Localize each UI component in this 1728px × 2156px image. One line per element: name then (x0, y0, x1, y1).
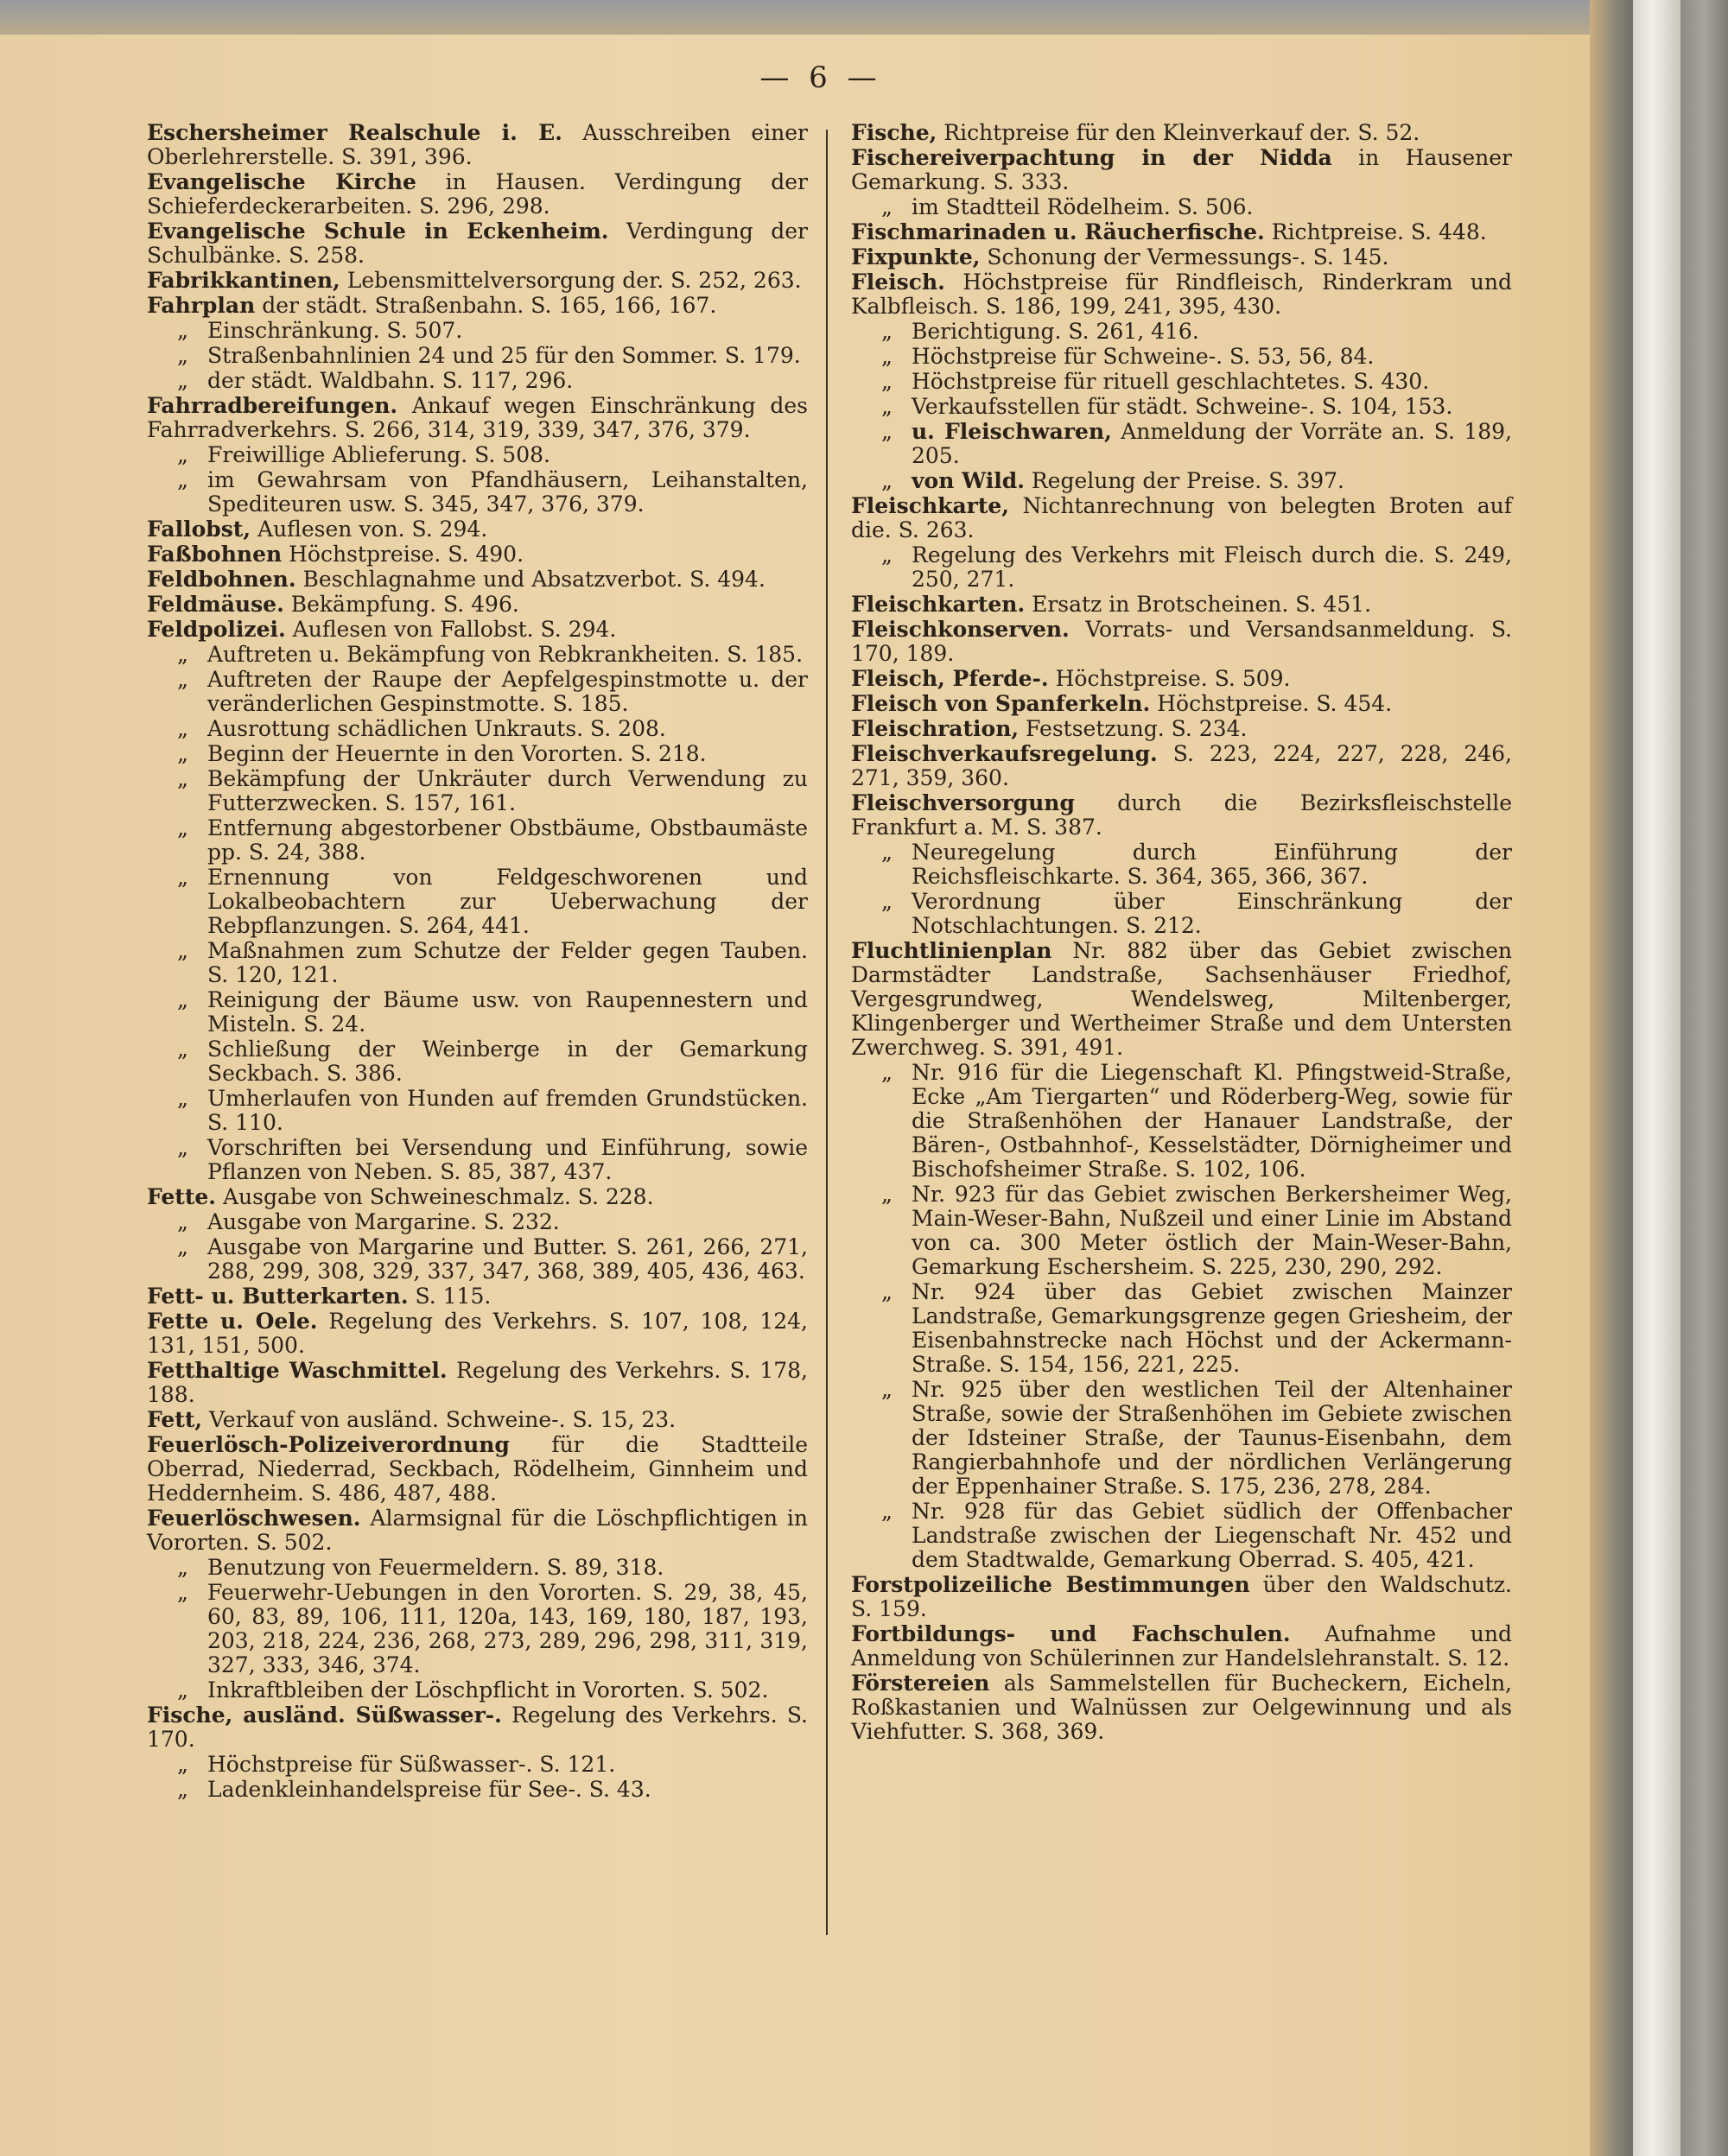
index-entry (851, 1500, 1512, 1572)
entry-text: Richtpreise für den Kleinverkauf der. S. 52. (943, 120, 1420, 145)
entry-text: Umherlaufen von Hunden auf fremden Grundstücken. S. 110. (207, 1086, 808, 1135)
page-number: — 6 — (759, 60, 882, 95)
index-entry (147, 643, 808, 667)
entry-keyword: Fett- u. Butterkarten. (147, 1284, 409, 1309)
right-column (851, 121, 1512, 1745)
index-entry (851, 742, 1512, 790)
index-entry (147, 717, 808, 741)
index-entry (147, 742, 808, 766)
entry-keyword: Fleischkarten. (851, 592, 1026, 617)
ditto-mark: „ (177, 766, 188, 791)
entry-text: Lebensmittelversorgung der. S. 252, 263. (346, 268, 802, 293)
index-entry (147, 1235, 808, 1284)
entry-keyword: Fleisch. (851, 270, 945, 295)
index-entry (147, 568, 808, 592)
entry-keyword: Feldbohnen. (147, 567, 296, 592)
entry-text: Regelung des Verkehrs mit Fleisch durch die. S. 249, 250, 271. (912, 542, 1512, 592)
index-entry (851, 618, 1512, 666)
index-entry (147, 319, 808, 343)
ditto-mark: „ (881, 840, 893, 865)
scan-top-band (0, 0, 1590, 35)
entry-text: Entfernung abgestorbener Obstbäume, Obstbaumäste pp. S. 24, 388. (207, 815, 808, 865)
entry-text: für die Stadtteile Oberrad, Niederrad, Seckbach, Rödelheim, Ginnheim und Heddernheim. S. 486, 487, 488. (147, 1432, 809, 1506)
ditto-mark: „ (177, 642, 188, 667)
entry-keyword: Fortbildungs- und Fachschulen. (851, 1621, 1291, 1646)
column-divider (826, 130, 828, 1935)
index-entry (851, 1671, 1512, 1744)
entry-text: durch die Bezirksfleischstelle Frankfurt a. M. S. 387. (851, 790, 1512, 840)
binding-tape (1633, 0, 1680, 2156)
entry-text: Richtpreise. S. 448. (1271, 219, 1487, 244)
entry-text: Nr. 882 über das Gebiet zwischen Darmstädter Landstraße, Sachsenhäuser Friedhof, Vergesgrundweg, Wendelsweg, Miltenberger, Klingenberger und Wertheimer Straße und dem Untersten Zwerchweg. S. 391, 491. (851, 938, 1512, 1060)
entry-keyword: Fleischverkaufsregelung. (851, 741, 1158, 766)
ditto-mark: „ (177, 938, 188, 963)
index-entry (851, 245, 1512, 270)
entry-keyword: Fische, (851, 120, 937, 145)
entry-text: Verkauf von ausländ. Schweine-. S. 15, 23. (209, 1407, 677, 1432)
index-entry (851, 692, 1512, 716)
entry-text: Auflesen von Fallobst. S. 294. (292, 617, 617, 642)
entry-keyword: Feldpolizei. (147, 617, 286, 642)
entry-keyword: Feuerlöschwesen. (147, 1506, 361, 1531)
entry-text: Höchstpreise. S. 490. (289, 542, 524, 567)
entry-text: Höchstpreise. S. 454. (1157, 691, 1393, 716)
ditto-mark: „ (881, 1060, 893, 1085)
index-entry (851, 494, 1512, 542)
ditto-mark: „ (881, 369, 893, 394)
index-entry (147, 294, 808, 318)
entry-text: Anmeldung der Vorräte an. S. 189, 205. (912, 419, 1512, 468)
ditto-mark: „ (177, 368, 188, 393)
index-entry (851, 543, 1512, 592)
index-entry (851, 593, 1512, 617)
index-entry (147, 443, 808, 467)
entry-text: Reinigung der Bäume usw. von Raupennestern und Misteln. S. 24. (207, 987, 808, 1037)
entry-text: S. 223, 224, 227, 228, 246, 271, 359, 360. (851, 741, 1512, 790)
index-entry (851, 270, 1512, 319)
index-entry (851, 146, 1512, 194)
entry-keyword: Fleisch von Spanferkeln. (851, 691, 1151, 716)
entry-text: Beschlagnahme und Absatzverbot. S. 494. (302, 567, 766, 592)
entry-text: Ankauf wegen Einschränkung des Fahrradverkehrs. S. 266, 314, 319, 339, 347, 376, 379. (147, 393, 808, 442)
binding-edge (1590, 0, 1633, 2156)
index-entry (147, 1581, 808, 1677)
entry-keyword: Fleisch, Pferde-. (851, 666, 1049, 691)
index-entry (851, 469, 1512, 493)
entry-text: Regelung des Verkehrs. S. 107, 108, 124, 131, 151, 500. (147, 1309, 808, 1358)
entry-keyword: Fette. (147, 1184, 216, 1209)
entry-text: Bekämpfung. S. 496. (290, 592, 519, 617)
entry-text: Nr. 916 für die Liegenschaft Kl. Pfingstweid-Straße, Ecke „Am Tiergarten“ und Röderberg-Weg, sowie für die Straßenhöhen der Hanauer Landstraße, der Bären-, Ostbahnhof-, Kesselstädter, Dörnigheimer und Bischofsheimer Straße. S. 102, 106. (912, 1060, 1512, 1182)
entry-text: Nr. 928 für das Gebiet südlich der Offenbacher Landstraße zwischen der Liegenschaft Nr. 452 und dem Stadtwalde, Gemarkung Oberrad. S. 405, 421. (912, 1499, 1512, 1572)
entry-keyword: Forstpolizeiliche Bestimmungen (851, 1572, 1250, 1597)
entry-text: Höchstpreise für Rindfleisch, Rinderkram und Kalbfleisch. S. 186, 199, 241, 395, 430. (851, 270, 1512, 319)
entry-keyword: Fleischration, (851, 716, 1020, 741)
ditto-mark: „ (177, 1677, 188, 1703)
entry-text: Schonung der Vermessungs-. S. 145. (987, 244, 1389, 270)
index-entry (851, 717, 1512, 741)
index-entry (147, 1087, 808, 1135)
index-entry (147, 170, 808, 219)
entry-keyword: Fischereiverpachtung in der Nidda (851, 145, 1332, 170)
index-entry (851, 1378, 1512, 1499)
ditto-mark: „ (177, 1555, 188, 1580)
index-entry (851, 220, 1512, 244)
entry-text: Verkaufsstellen für städt. Schweine-. S. 104, 153. (912, 394, 1453, 419)
entry-keyword: Fabrikkantinen, (147, 268, 340, 293)
ditto-mark: „ (881, 1377, 893, 1402)
entry-text: der städt. Waldbahn. S. 117, 296. (207, 368, 574, 393)
index-entry (147, 468, 808, 517)
entry-keyword: Fette u. Oele. (147, 1309, 318, 1334)
entry-text: Nr. 925 über den westlichen Teil der Altenhainer Straße, sowie der Straßenhöhen im Gebiete zwischen der Idsteiner Straße, der Taunus-Eisenbahn, dem Rangierbahnhofe und der nördlichen Verlängerung der Eppenhainer Straße. S. 175, 236, 278, 284. (912, 1377, 1512, 1499)
entry-text: Regelung des Verkehrs. S. 170. (147, 1703, 808, 1752)
ditto-mark: „ (177, 343, 188, 368)
index-entry (147, 542, 808, 567)
entry-text: Ausrottung schädlichen Unkrauts. S. 208. (207, 716, 666, 741)
entry-text: Straßenbahnlinien 24 und 25 für den Sommer. S. 179. (207, 343, 801, 368)
entry-keyword: von Wild. (912, 468, 1025, 493)
entry-text: Ernennung von Feldgeschworenen und Lokalbeobachtern zur Ueberwachung der Rebpflanzungen. S. 264, 441. (207, 865, 808, 938)
entry-text: Höchstpreise. S. 509. (1055, 666, 1291, 691)
index-entry (147, 939, 808, 987)
entry-keyword: Fluchtlinienplan (851, 938, 1052, 963)
index-entry (147, 394, 808, 442)
ditto-mark: „ (881, 419, 893, 444)
entry-keyword: Feldmäuse. (147, 592, 284, 617)
entry-text: Ausgabe von Schweineschmalz. S. 228. (222, 1184, 654, 1209)
ditto-mark: „ (177, 1209, 188, 1234)
ditto-mark: „ (177, 987, 188, 1012)
entry-keyword: Fetthaltige Waschmittel. (147, 1358, 448, 1383)
ditto-mark: „ (177, 318, 188, 343)
entry-text: im Stadtteil Rödelheim. S. 506. (912, 194, 1254, 219)
entry-text: Regelung des Verkehrs. S. 178, 188. (147, 1358, 808, 1407)
entry-text: der städt. Straßenbahn. S. 165, 166, 167. (262, 293, 717, 318)
index-entry (851, 121, 1512, 145)
entry-text: im Gewahrsam von Pfandhäusern, Leihanstalten, Spediteuren usw. S. 345, 347, 376, 379. (207, 467, 808, 517)
ditto-mark: „ (881, 542, 893, 568)
ditto-mark: „ (177, 741, 188, 766)
entry-text: Ladenkleinhandelspreise für See-. S. 43. (207, 1777, 651, 1802)
ditto-mark: „ (177, 442, 188, 467)
entry-text: Nr. 924 über das Gebiet zwischen Mainzer Landstraße, Gemarkungsgrenze gegen Griesheim, der Eisenbahnstrecke nach Höchst und der Ackermann-Straße. S. 154, 156, 221, 225. (912, 1279, 1512, 1377)
entry-keyword: Fahrplan (147, 293, 256, 318)
entry-keyword: Feuerlösch-Polizeiverordnung (147, 1432, 510, 1457)
entry-text: Benutzung von Feuermeldern. S. 89, 318. (207, 1555, 664, 1580)
ditto-mark: „ (177, 1580, 188, 1605)
entry-text: Höchstpreise für Schweine-. S. 53, 56, 84. (912, 344, 1375, 369)
ditto-mark: „ (177, 815, 188, 840)
ditto-mark: „ (881, 344, 893, 369)
index-entry (147, 1037, 808, 1086)
index-entry (851, 667, 1512, 691)
entry-keyword: u. Fleischwaren, (912, 419, 1112, 444)
index-entry (851, 370, 1512, 394)
ditto-mark: „ (881, 319, 893, 344)
entry-text: Feuerwehr-Uebungen in den Vororten. S. 29, 38, 45, 60, 83, 89, 106, 111, 120a, 143, 169, 180, 187, 193, 203, 218, 224, 236, 268, 273, 289, 296, 298, 311, 319, 327, 333, 346, 374. (207, 1580, 808, 1677)
entry-keyword: Fleischversorgung (851, 790, 1075, 815)
entry-text: Nr. 923 für das Gebiet zwischen Berkersheimer Weg, Main-Weser-Bahn, Nußzeil und einer Linie im Abstand von ca. 300 Meter östlich der Main-Weser-Bahn, Gemarkung Eschersheim. S. 225, 230, 290, 292. (912, 1182, 1512, 1279)
index-entry (147, 988, 808, 1037)
entry-text: Inkraftbleiben der Löschpflicht in Vororten. S. 502. (207, 1677, 769, 1703)
index-entry (147, 618, 808, 642)
entry-text: Vorrats- und Versandsanmeldung. S. 170, 189. (851, 617, 1513, 666)
index-entry (851, 320, 1512, 344)
entry-text: Auftreten u. Bekämpfung von Rebkrankheiten. S. 185. (207, 642, 804, 667)
index-entry (851, 1573, 1512, 1621)
index-entry (147, 269, 808, 293)
ditto-mark: „ (177, 1752, 188, 1777)
entry-text: als Sammelstellen für Bucheckern, Eicheln, Roßkastanien und Walnüssen zur Oelgewinnung und als Viehfutter. S. 368, 369. (851, 1671, 1512, 1744)
ditto-mark: „ (177, 1135, 188, 1160)
index-entry (147, 369, 808, 393)
ditto-mark: „ (177, 716, 188, 741)
entry-text: Beginn der Heuernte in den Vororten. S. 218. (207, 741, 707, 766)
index-entry (147, 593, 808, 617)
entry-keyword: Fleischkarte, (851, 493, 1009, 518)
index-entry (147, 219, 808, 268)
index-entry (147, 1309, 808, 1358)
entry-text: Alarmsignal für die Löschpflichtigen in Vororten. S. 502. (147, 1506, 808, 1555)
index-entry (147, 1210, 808, 1234)
index-entry (851, 791, 1512, 840)
entry-keyword: Förstereien (851, 1671, 990, 1696)
entry-text: Auflesen von. S. 294. (257, 517, 488, 542)
entry-text: Festsetzung. S. 234. (1026, 716, 1248, 741)
left-column (147, 121, 808, 1803)
entry-keyword: Evangelische Schule in Eckenheim. (147, 219, 609, 244)
index-entry (147, 816, 808, 865)
entry-text: Aufnahme und Anmeldung von Schülerinnen zur Handelslehranstalt. S. 12. (851, 1621, 1513, 1671)
entry-text: Neuregelung durch Einführung der Reichsfleischkarte. S. 364, 365, 366, 367. (912, 840, 1512, 889)
index-entry (147, 1185, 808, 1209)
entry-text: Ersatz in Brotscheinen. S. 451. (1032, 592, 1372, 617)
entry-text: Ausgabe von Margarine. S. 232. (207, 1209, 560, 1234)
entry-text: Ausschreiben einer Oberlehrerstelle. S. 391, 396. (147, 120, 808, 169)
ditto-mark: „ (881, 468, 893, 493)
index-entry (147, 1556, 808, 1580)
index-entry (851, 939, 1512, 1060)
index-entry (147, 1433, 808, 1506)
entry-text: Verordnung über Einschränkung der Notschlachtungen. S. 212. (912, 889, 1512, 938)
entry-text: Nichtanrechnung von belegten Broten auf die. S. 263. (851, 493, 1512, 542)
book-cover-edge (1680, 0, 1728, 2156)
entry-text: Höchstpreise für Süßwasser-. S. 121. (207, 1752, 616, 1777)
index-entry (147, 1284, 808, 1309)
entry-text: Einschränkung. S. 507. (207, 318, 463, 343)
index-entry (147, 1703, 808, 1752)
index-entry (147, 1753, 808, 1777)
entry-text: Berichtigung. S. 261, 416. (912, 319, 1199, 344)
entry-text: Schließung der Weinberge in der Gemarkung Seckbach. S. 386. (207, 1037, 808, 1086)
ditto-mark: „ (177, 667, 188, 692)
entry-keyword: Fische, ausländ. Süßwasser-. (147, 1703, 502, 1728)
index-entry (147, 1506, 808, 1555)
entry-text: Vorschriften bei Versendung und Einführung, sowie Pflanzen von Neben. S. 85, 387, 437. (207, 1135, 808, 1184)
entry-text: Auftreten der Raupe der Aepfelgespinstmotte u. der veränderlichen Gespinstmotte. S. 185. (207, 667, 808, 716)
entry-text: Bekämpfung der Unkräuter durch Verwendung zu Futterzwecken. S. 157, 161. (207, 766, 808, 815)
entry-keyword: Fahrradbereifungen. (147, 393, 398, 418)
index-entry (147, 1408, 808, 1432)
index-entry (851, 1061, 1512, 1182)
index-entry (851, 345, 1512, 369)
entry-text: in Hausener Gemarkung. S. 333. (851, 145, 1512, 194)
entry-text: Regelung der Preise. S. 397. (1031, 468, 1344, 493)
index-entry (147, 121, 808, 169)
ditto-mark: „ (881, 1182, 893, 1207)
index-entry (851, 840, 1512, 889)
index-entry (147, 866, 808, 938)
index-entry (147, 1678, 808, 1703)
entry-keyword: Fleischkonserven. (851, 617, 1070, 642)
index-entry (851, 420, 1512, 468)
index-entry (851, 195, 1512, 219)
ditto-mark: „ (881, 1279, 893, 1304)
ditto-mark: „ (881, 1499, 893, 1524)
entry-keyword: Faßbohnen (147, 542, 283, 567)
entry-keyword: Eschersheimer Realschule i. E. (147, 120, 562, 145)
index-entry (851, 1622, 1512, 1671)
index-entry (147, 344, 808, 368)
index-entry (147, 1359, 808, 1407)
ditto-mark: „ (881, 194, 893, 219)
ditto-mark: „ (177, 1086, 188, 1111)
index-entry (147, 517, 808, 542)
index-entry (147, 1136, 808, 1184)
entry-text: über den Waldschutz. S. 159. (851, 1572, 1512, 1621)
index-entry (147, 767, 808, 815)
ditto-mark: „ (881, 889, 893, 914)
entry-text: S. 115. (415, 1284, 492, 1309)
ditto-mark: „ (177, 865, 188, 890)
entry-keyword: Fallobst, (147, 517, 251, 542)
entry-text: Maßnahmen zum Schutze der Felder gegen Tauben. S. 120, 121. (207, 938, 808, 987)
entry-text: in Hausen. Verdingung der Schieferdeckerarbeiten. S. 296, 298. (147, 169, 808, 219)
entry-keyword: Fett, (147, 1407, 203, 1432)
entry-keyword: Evangelische Kirche (147, 169, 416, 194)
entry-keyword: Fixpunkte, (851, 244, 981, 270)
index-entry (851, 1183, 1512, 1279)
index-entry (851, 395, 1512, 419)
ditto-mark: „ (881, 394, 893, 419)
entry-keyword: Fischmarinaden u. Räucherfische. (851, 219, 1265, 244)
index-entry (851, 890, 1512, 938)
ditto-mark: „ (177, 467, 188, 492)
ditto-mark: „ (177, 1037, 188, 1062)
index-entry (147, 668, 808, 716)
entry-text: Höchstpreise für rituell geschlachtetes. S. 430. (912, 369, 1430, 394)
ditto-mark: „ (177, 1234, 188, 1259)
entry-text: Freiwillige Ablieferung. S. 508. (207, 442, 550, 467)
entry-text: Verdingung der Schulbänke. S. 258. (147, 219, 808, 268)
index-entry (851, 1280, 1512, 1377)
entry-text: Ausgabe von Margarine und Butter. S. 261, 266, 271, 288, 299, 308, 329, 337, 347, 368, 389, 405, 436, 463. (207, 1234, 808, 1284)
ditto-mark: „ (177, 1777, 188, 1802)
index-entry (147, 1778, 808, 1802)
